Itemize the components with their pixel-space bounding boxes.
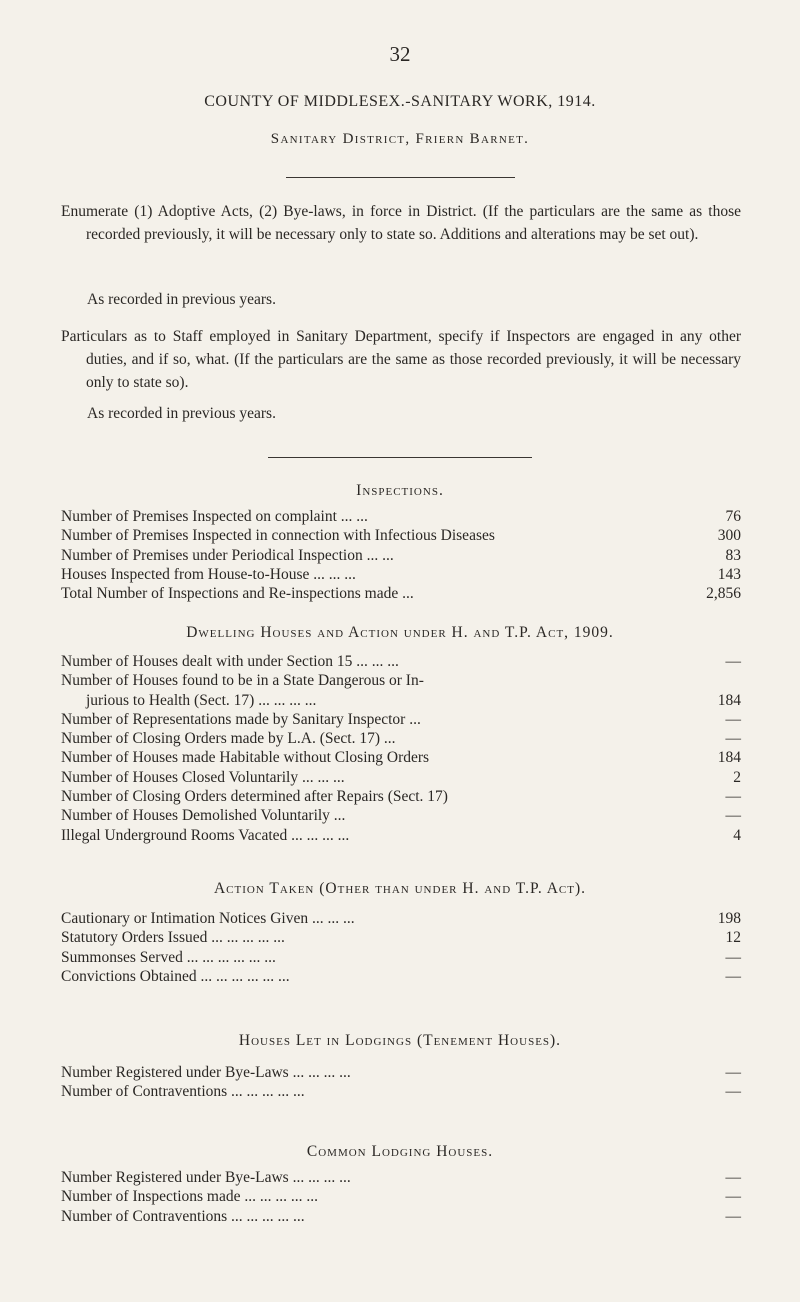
table-row: Number of Premises under Periodical Inspection ... ... 83 <box>61 546 741 564</box>
document-title: COUNTY OF MIDDLESEX.-SANITARY WORK, 1914. <box>204 93 596 110</box>
table-row: Number of Premises Inspected on complaint ... ... 76 <box>61 508 741 525</box>
divider <box>268 457 532 458</box>
table-row: Total Number of Inspections and Re-inspections made ... 2,856 <box>61 585 741 603</box>
staff-note: As recorded in previous years. <box>87 405 276 422</box>
staff-paragraph: Particulars as to Staff employed in Sanitary Department, specify if Inspectors are engaged in any other duties, and if so, what. (If the particulars are the same as those recorded previously, it will be necessary only to state so). <box>61 328 741 391</box>
table-row: Number of Houses made Habitable without Closing Orders 184 <box>61 749 741 767</box>
table-row: Number of Premises Inspected in connection with Infectious Diseases 300 <box>61 527 741 545</box>
action-heading: Action Taken (Other than under H. and T.P. Act). <box>213 880 587 897</box>
divider <box>286 177 515 178</box>
document-subtitle: Sanitary District, Friern Barnet. <box>270 131 530 147</box>
adoptive-acts-note: As recorded in previous years. <box>87 291 276 308</box>
table-row: Number of Closing Orders made by L.A. (Sect. 17) ... — <box>61 730 741 748</box>
common-lodging-heading: Common Lodging Houses. <box>306 1143 494 1160</box>
table-row: Convictions Obtained ... ... ... ... ... ... — <box>61 967 741 985</box>
inspections-table <box>61 507 741 603</box>
table-row: Number Registered under Bye-Laws ... ... ... ... — <box>61 1064 741 1081</box>
table-row: Cautionary or Intimation Notices Given ... ... ... 198 <box>61 910 741 927</box>
table-row: Number of Contraventions ... ... ... ... ... — <box>61 1207 741 1225</box>
table-row: Number of Representations made by Sanitary Inspector ... — <box>61 710 741 728</box>
common-lodging-table <box>61 1168 741 1226</box>
table-row: Number of Houses Demolished Voluntarily ... — <box>61 807 741 825</box>
tenement-table <box>61 1063 741 1102</box>
inspections-heading: Inspections. <box>356 482 444 499</box>
table-row: Houses Inspected from House-to-House ... ... ... 143 <box>61 565 741 583</box>
table-row: Number of Houses dealt with under Section 15 ... ... ... — <box>61 653 741 670</box>
table-row: Number Registered under Bye-Laws ... ... ... ... — <box>61 1169 741 1186</box>
adoptive-acts-paragraph: Enumerate (1) Adoptive Acts, (2) Bye-laws, in force in District. (If the particulars are the same as those recorded previously, it will be necessary only to state so. Additions and alterations may be set out). <box>61 203 741 243</box>
table-row: Number of Closing Orders determined after Repairs (Sect. 17) — <box>61 788 741 806</box>
table-row: Illegal Underground Rooms Vacated ... ... ... ... 4 <box>61 826 741 844</box>
table-row: Number of Houses Closed Voluntarily ... ... ... 2 <box>61 768 741 786</box>
table-row: Summonses Served ... ... ... ... ... ... — <box>61 948 741 966</box>
dwelling-heading: Dwelling Houses and Action under H. and T.P. Act, 1909. <box>186 624 614 641</box>
table-row: Number of Contraventions ... ... ... ... ... — <box>61 1083 741 1101</box>
table-row: jurious to Health (Sect. 17) ... ... ... ... 184 <box>86 691 741 709</box>
tenement-heading: Houses Let in Lodgings (Tenement Houses). <box>238 1032 562 1049</box>
page-number: 32 <box>389 42 411 66</box>
table-row: Number of Inspections made ... ... ... ... ... — <box>61 1188 741 1206</box>
table-row: Statutory Orders Issued ... ... ... ... ... 12 <box>61 929 741 947</box>
action-table <box>61 909 741 986</box>
dwelling-table <box>61 652 741 845</box>
table-row: Number of Houses found to be in a State Dangerous or In- <box>61 672 424 690</box>
